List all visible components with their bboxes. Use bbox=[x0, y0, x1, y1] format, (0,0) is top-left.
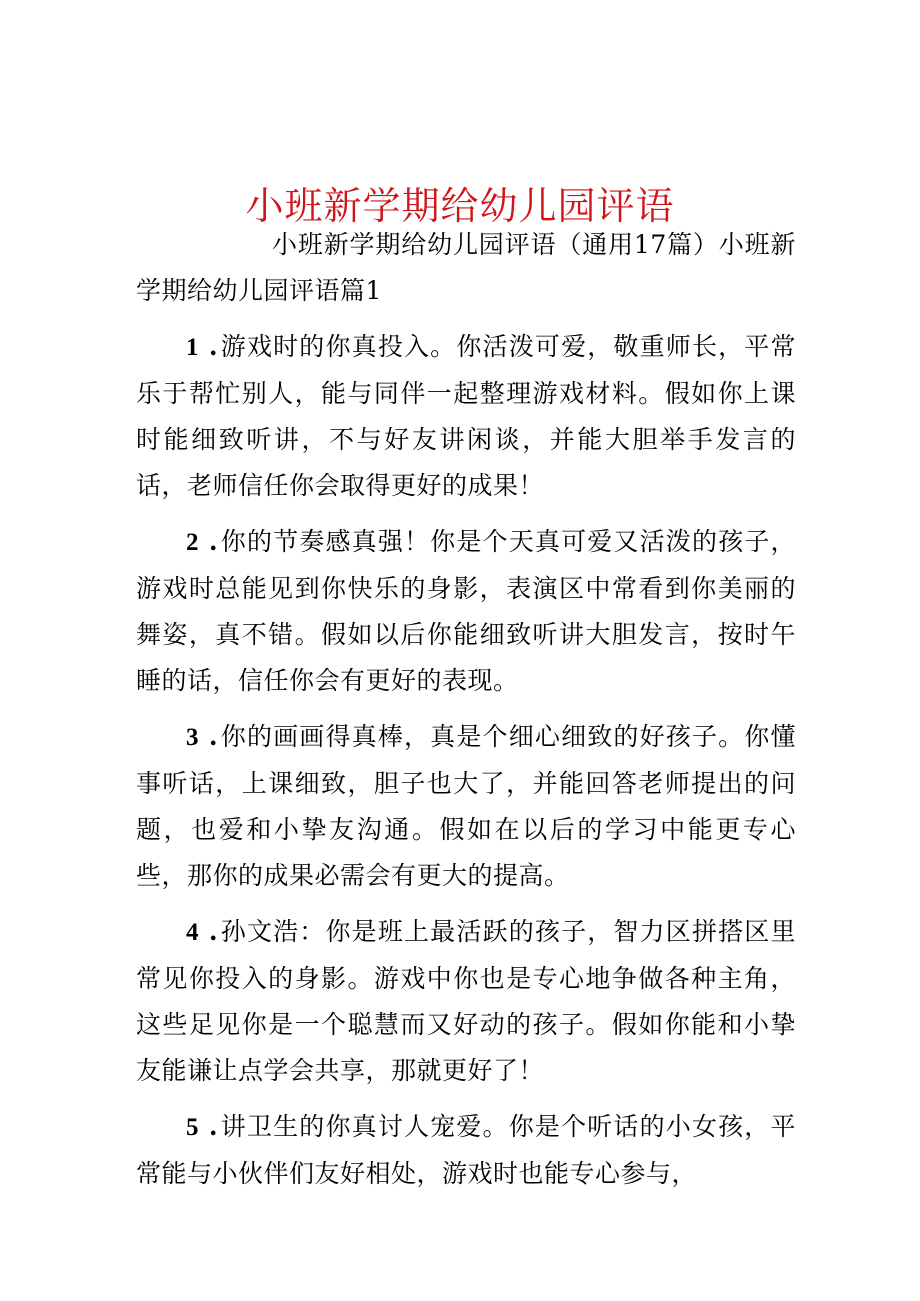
item-separator: . bbox=[199, 332, 219, 361]
document-body bbox=[136, 222, 796, 1207]
item-separator: . bbox=[199, 1112, 219, 1141]
document-title: 小班新学期给幼儿园评语 bbox=[245, 184, 675, 229]
item-number: 2 bbox=[186, 529, 199, 556]
item-text: 孙文浩：你是班上最活跃的孩子，智力区拼搭区里常见你投入的身影。游戏中你也是专心地争做各种主角，这些足见你是一个聪慧而又好动的孩子。假如你能和小挚友能谦让点学会共享，那就更好了！ bbox=[136, 917, 796, 1085]
item-number: 5 bbox=[186, 1114, 199, 1141]
item-text: 讲卫生的你真讨人宠爱。你是个听话的小女孩，平常能与小伙伴们友好相处，游戏时也能专心参与， bbox=[136, 1112, 796, 1188]
item-number: 1 bbox=[186, 334, 199, 361]
list-item bbox=[136, 324, 796, 509]
item-text: 你的节奏感真强！你是个天真可爱又活泼的孩子，游戏时总能见到你快乐的身影，表演区中常看到你美丽的舞姿，真不错。假如以后你能细致听讲大胆发言，按时午睡的话，信任你会有更好的表现。 bbox=[136, 527, 796, 695]
list-item bbox=[136, 519, 796, 704]
list-item bbox=[136, 1104, 796, 1197]
item-separator: . bbox=[199, 917, 219, 946]
item-text: 游戏时的你真投入。你活泼可爱，敬重师长，平常乐于帮忙别人，能与同伴一起整理游戏材料。假如你上课时能细致听讲，不与好友讲闲谈，并能大胆举手发言的话，老师信任你会取得更好的成果！ bbox=[136, 332, 796, 500]
item-separator: . bbox=[199, 722, 219, 751]
item-text: 你的画画得真棒，真是个细心细致的好孩子。你懂事听话，上课细致，胆子也大了，并能回答老师提出的问题，也爱和小挚友沟通。假如在以后的学习中能更专心些，那你的成果必需会有更大的提高。 bbox=[136, 722, 796, 890]
item-separator: . bbox=[199, 527, 219, 556]
item-number: 3 bbox=[186, 724, 199, 751]
item-number: 4 bbox=[186, 919, 199, 946]
list-item bbox=[136, 909, 796, 1094]
list-item bbox=[136, 714, 796, 899]
intro-paragraph: 小班新学期给幼儿园评语（通用17篇）小班新学期给幼儿园评语篇1 bbox=[136, 230, 796, 305]
